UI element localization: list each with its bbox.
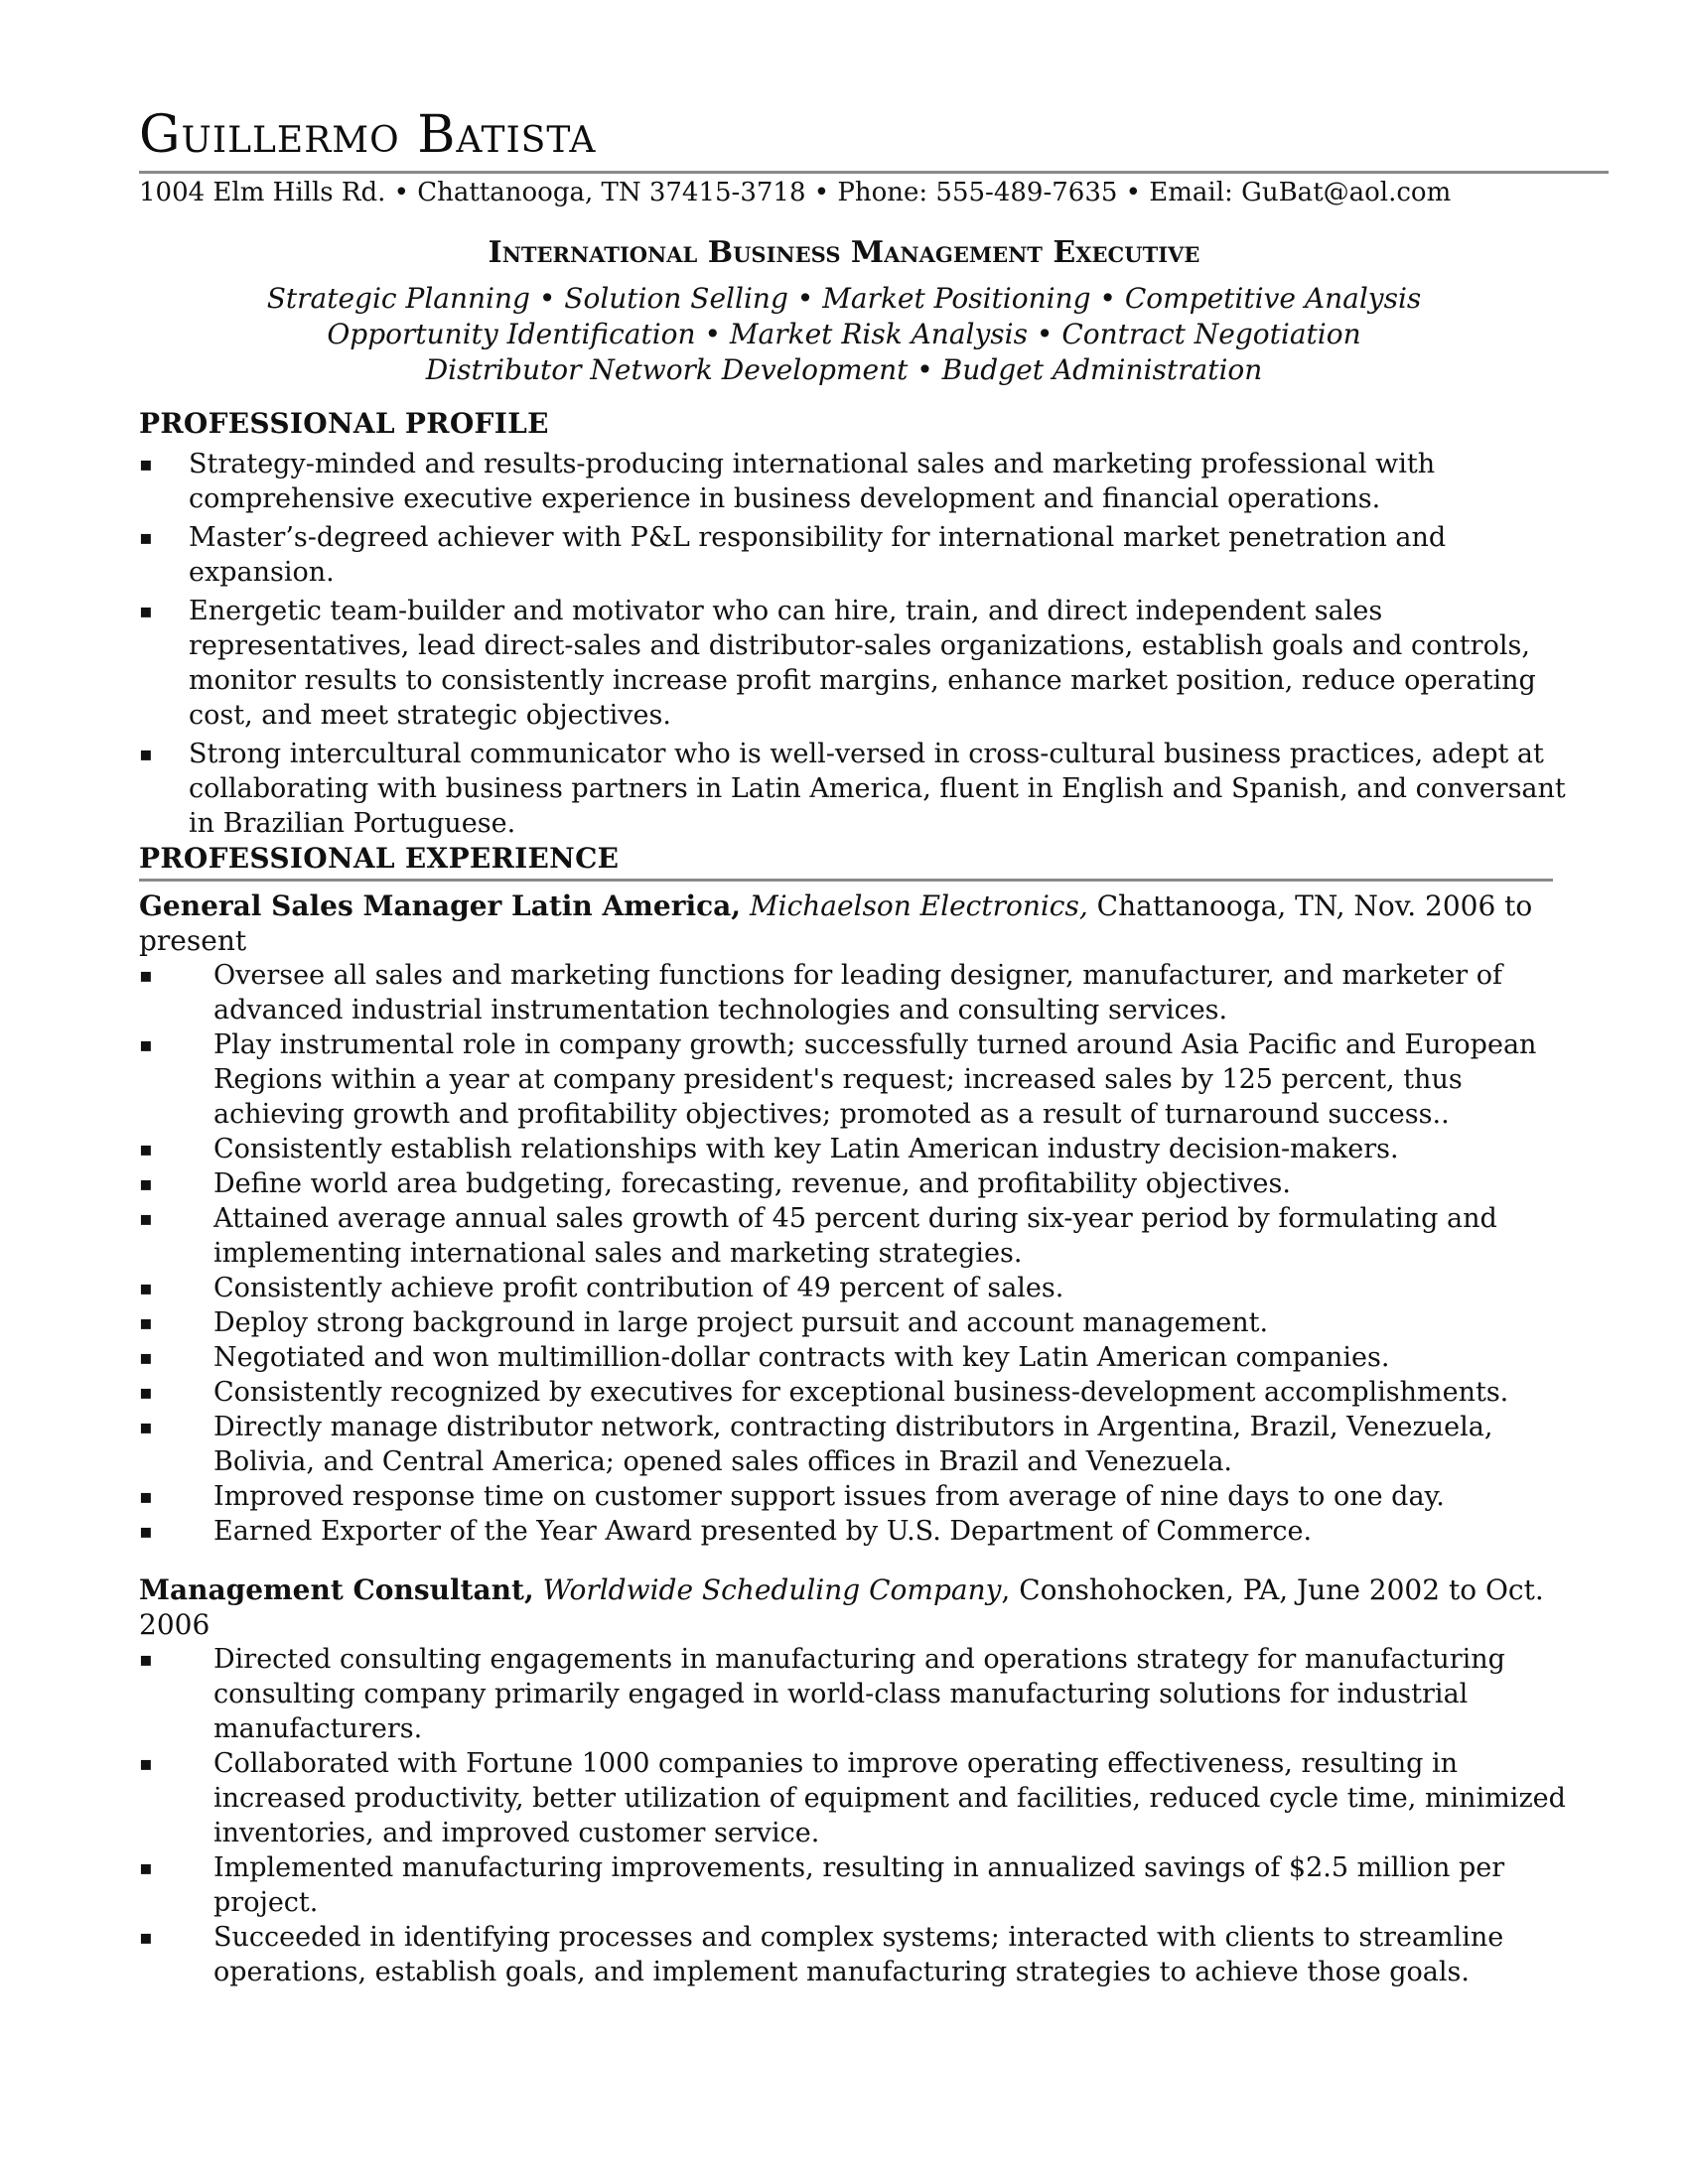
list-item: ▪ Directly manage distributor network, contracting distributors in Argentina, Brazil, Venezuela, Bolivia, and Central America; opened sales offices in Brazil and Venezuela. [139, 1412, 1493, 1477]
square-bullet-icon: ▪ [139, 1137, 153, 1160]
profile-section-title: PROFESSIONAL PROFILE [139, 407, 549, 440]
contact-line: 1004 Elm Hills Rd. • Chattanooga, TN 37415-3718 • Phone: 555-489-7635 • Email: GuBat@aol.com [139, 178, 1452, 207]
list-item: ▪ Directed consulting engagements in manufacturing and operations strategy for manufacturing consulting company primarily engaged in world-class manufacturing solutions for industrial manufacturers. [139, 1644, 1505, 1744]
list-item: ▪ Oversee all sales and marketing functions for leading designer, manufacturer, and marketer of advanced industrial instrumentation technologies and consulting services. [139, 960, 1503, 1025]
list-item: ▪ Consistently achieve profit contribution of 49 percent of sales. [139, 1273, 1064, 1303]
list-item: ▪ Strategy-minded and results-producing international sales and marketing professional with comprehensive executive experience in business development and financial operations. [139, 449, 1436, 514]
job-details: , Conshohocken, PA, June 2002 to Oct. 2006 [139, 1573, 1544, 1641]
square-bullet-icon: ▪ [139, 1925, 153, 1949]
square-bullet-icon: ▪ [139, 1206, 153, 1230]
square-bullet-icon: ▪ [139, 742, 153, 765]
company-name: Michaelson Electronics, [749, 889, 1088, 922]
profile-list [139, 447, 1569, 845]
list-item: ▪ Earned Exporter of the Year Award presented by U.S. Department of Commerce. [139, 1516, 1313, 1547]
job-title: General Sales Manager Latin America, [139, 889, 742, 922]
square-bullet-icon: ▪ [139, 1484, 153, 1508]
list-item: ▪ Consistently establish relationships with key Latin American industry decision-makers. [139, 1134, 1399, 1164]
specialties-line: Opportunity Identification • Market Risk Analysis • Contract Negotiation [327, 318, 1361, 350]
job-title: Management Consultant, [139, 1573, 534, 1606]
candidate-name: Guillermo Batista [139, 105, 597, 165]
specialties-line: Distributor Network Development • Budget Administration [425, 353, 1263, 386]
list-item: ▪ Attained average annual sales growth of 45 percent during six-year period by formulating and implementing international sales and marketing strategies. [139, 1203, 1497, 1269]
specialties-block [139, 281, 1549, 388]
career-headline: International Business Management Executive [488, 235, 1200, 270]
list-item: ▪ Negotiated and won multimillion-dollar contracts with key Latin American companies. [139, 1342, 1390, 1373]
list-item: ▪ Master’s-degreed achiever with P&L responsibility for international market penetration and expansion. [139, 522, 1447, 588]
list-item: ▪ Define world area budgeting, forecasting, revenue, and profitability objectives. [139, 1168, 1291, 1199]
square-bullet-icon: ▪ [139, 1345, 153, 1369]
list-item: ▪ Deploy strong background in large project pursuit and account management. [139, 1307, 1269, 1338]
square-bullet-icon: ▪ [139, 963, 153, 987]
list-item: ▪ Consistently recognized by executives for exceptional business-development accomplishments. [139, 1377, 1509, 1408]
square-bullet-icon: ▪ [139, 525, 153, 549]
job-heading [139, 888, 1569, 958]
square-bullet-icon: ▪ [139, 1647, 153, 1671]
square-bullet-icon: ▪ [139, 599, 153, 622]
square-bullet-icon: ▪ [139, 1310, 153, 1334]
job-details: Chattanooga, TN, Nov. 2006 to present [139, 889, 1533, 957]
list-item: ▪ Energetic team-builder and motivator who can hire, train, and direct independent sales representatives, lead direct-sales and distributor-sales organizations, establish goals and controls, monitor results to consistently increase profit margins, enhance market position, reduce operating cost, and meet strategic objectives. [139, 596, 1536, 731]
list-item: ▪ Implemented manufacturing improvements, resulting in annualized savings of $2.5 million per project. [139, 1852, 1505, 1918]
list-item: ▪ Play instrumental role in company growth; successfully turned around Asia Pacific and European Regions within a year at company president's request; increased sales by 125 percent, thus achieving growth and profitability objectives; promoted as a result of turnaround success.. [139, 1029, 1537, 1130]
square-bullet-icon: ▪ [139, 1415, 153, 1438]
job-heading [139, 1572, 1569, 1642]
square-bullet-icon: ▪ [139, 1032, 153, 1056]
header-divider [139, 171, 1609, 174]
list-item: ▪ Strong intercultural communicator who is well-versed in cross-cultural business practices, adept at collaborating with business partners in Latin America, fluent in English and Spanish, and conversant in Brazilian Portuguese. [139, 739, 1566, 839]
square-bullet-icon: ▪ [139, 1751, 153, 1775]
square-bullet-icon: ▪ [139, 1276, 153, 1299]
experience-section-title: PROFESSIONAL EXPERIENCE [139, 842, 620, 875]
list-item: ▪ Collaborated with Fortune 1000 companies to improve operating effectiveness, resulting in increased productivity, better utilization of equipment and facilities, reduced cycle time, minimized inventories, and improved customer service. [139, 1748, 1566, 1848]
square-bullet-icon: ▪ [139, 1519, 153, 1543]
specialties-line: Strategic Planning • Solution Selling • Market Positioning • Competitive Analysis [266, 282, 1422, 315]
job-duties-list [139, 958, 1589, 1549]
list-item: ▪ Improved response time on customer support issues from average of nine days to one day. [139, 1481, 1445, 1512]
square-bullet-icon: ▪ [139, 452, 153, 476]
square-bullet-icon: ▪ [139, 1855, 153, 1879]
list-item: ▪ Succeeded in identifying processes and complex systems; interacted with clients to streamline operations, establish goals, and implement manufacturing strategies to achieve those goals. [139, 1922, 1504, 1987]
square-bullet-icon: ▪ [139, 1171, 153, 1195]
company-name: Worldwide Scheduling Company [542, 1573, 1002, 1606]
square-bullet-icon: ▪ [139, 1380, 153, 1404]
experience-divider [139, 879, 1553, 882]
job-duties-list [139, 1642, 1589, 1989]
